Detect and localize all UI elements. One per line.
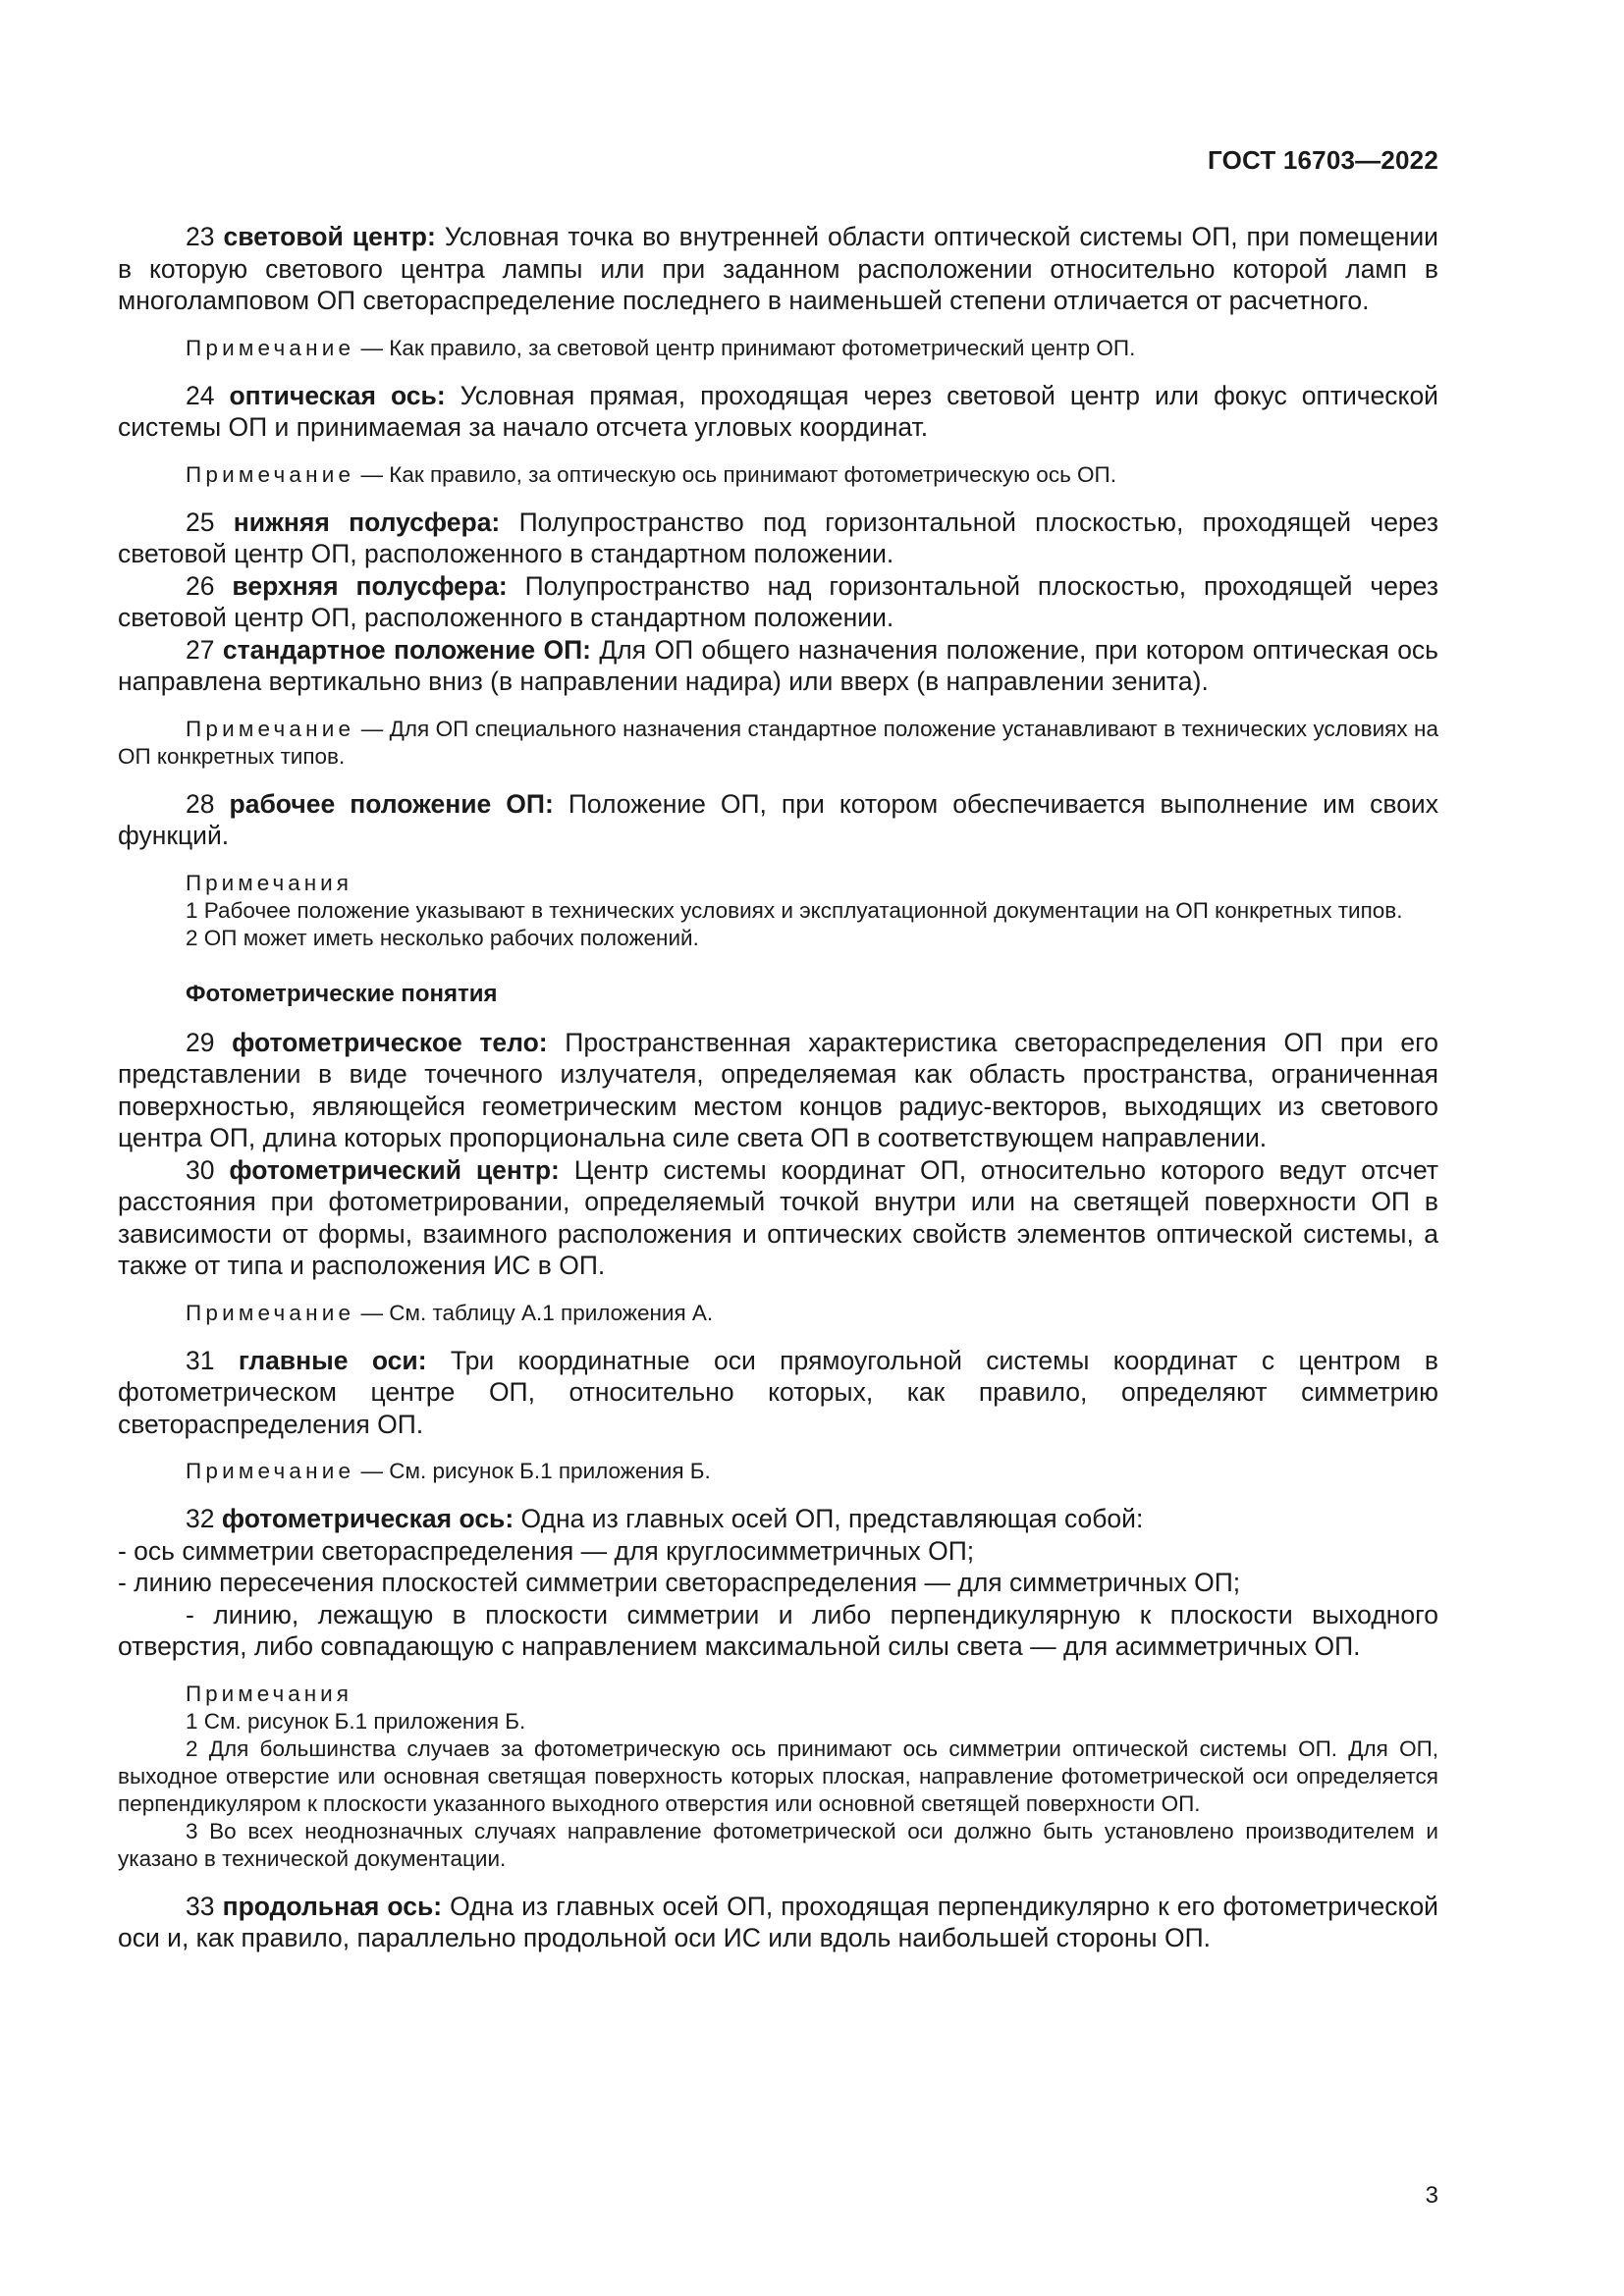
note-31 bbox=[118, 1458, 1438, 1485]
term-26 bbox=[118, 570, 1438, 634]
note-text: — См. рисунок Б.1 приложения Б. bbox=[360, 1459, 711, 1483]
note-32-item-1: 1 См. рисунок Б.1 приложения Б. bbox=[186, 1708, 526, 1734]
notes-32-label: Примечания bbox=[186, 1681, 352, 1706]
term-24 bbox=[118, 380, 1438, 444]
term-name: фотометрическое тело: bbox=[232, 1027, 548, 1057]
term-name: нижняя полусфера: bbox=[233, 507, 501, 537]
term-definition: Для ОП общего назначения положение, при котором оптическая ось направлена вертикально вниз (в направлении надира) или вверх (в направлении зенита). bbox=[118, 634, 1438, 696]
note-28-item-1: 1 Рабочее положение указывают в технических условиях и эксплуатационной документации на ОП конкретных типов. bbox=[186, 897, 1403, 923]
note-text: — Как правило, за световой центр принимают фотометрический центр ОП. bbox=[360, 335, 1136, 360]
term-name: главные оси: bbox=[238, 1345, 427, 1375]
term-name: продольная ось: bbox=[222, 1891, 443, 1921]
note-label: Примечание bbox=[186, 1300, 355, 1325]
term-definition: Условная прямая, проходящая через световой центр или фокус оптической системы ОП и принимаемая за начало отсчета угловых координат. bbox=[118, 380, 1438, 442]
term-27 bbox=[118, 634, 1438, 698]
term-definition: Условная точка во внутренней области оптической системы ОП, при помещении в которую светового центра лампы или при заданном расположении относительно которой ламп в многоламповом ОП светораспределение последнего в наименьшей степени отличается от расчетного. bbox=[118, 222, 1438, 315]
term-32 bbox=[118, 1503, 1438, 1535]
term-number: 28 bbox=[186, 788, 215, 819]
term-number: 33 bbox=[186, 1891, 215, 1921]
term-28 bbox=[118, 788, 1438, 852]
term-definition: Одна из главных осей ОП, проходящая перпендикулярно к его фотометрической оси и, как правило, параллельно продольной оси ИС или вдоль наибольшей стороны ОП. bbox=[118, 1891, 1438, 1952]
term-32-list-item-2: - линию пересечения плоскостей симметрии светораспределения — для симметричных ОП; bbox=[118, 1568, 1241, 1597]
term-definition: Пространственная характеристика светораспределения ОП при его представлении в виде точечного излучателя, определяемая как область пространства, ограниченная поверхностью, являющейся геометрическим местом концов радиус-векторов, выходящих из светового центра ОП, длина которых пропорциональна силе света ОП в соответствующем направлении. bbox=[118, 1027, 1438, 1152]
note-text: — Для ОП специального назначения стандартное положение устанавливают в технических условиях на ОП конкретных типов. bbox=[118, 716, 1438, 769]
term-23 bbox=[118, 221, 1438, 317]
page-number: 3 bbox=[1425, 2182, 1438, 2209]
term-number: 25 bbox=[186, 507, 215, 537]
note-label: Примечание bbox=[186, 461, 355, 487]
note-label: Примечание bbox=[186, 1459, 355, 1483]
term-number: 27 bbox=[186, 634, 215, 665]
document-code: ГОСТ 16703—2022 bbox=[1208, 145, 1438, 175]
notes-28-label: Примечания bbox=[186, 870, 352, 895]
term-25 bbox=[118, 507, 1438, 570]
term-number: 24 bbox=[186, 380, 215, 410]
term-definition: Полупространство под горизонтальной плоскостью, проходящей через световой центр ОП, расположенного в стандартном положении. bbox=[118, 507, 1438, 568]
term-number: 23 bbox=[186, 222, 215, 251]
term-number: 26 bbox=[186, 570, 215, 601]
note-28-item-2: 2 ОП может иметь несколько рабочих положений. bbox=[186, 925, 699, 950]
term-31 bbox=[118, 1345, 1438, 1441]
note-text: — См. таблицу А.1 приложения А. bbox=[360, 1300, 714, 1325]
term-number: 31 bbox=[186, 1345, 215, 1375]
term-name: стандартное положение ОП: bbox=[222, 634, 591, 665]
note-30 bbox=[118, 1300, 1438, 1327]
term-definition: Одна из главных осей ОП, представляющая собой: bbox=[520, 1504, 1144, 1533]
term-number: 32 bbox=[186, 1504, 215, 1533]
term-name: верхняя полусфера: bbox=[232, 570, 508, 601]
note-label: Примечание bbox=[186, 716, 355, 741]
term-definition: Положение ОП, при котором обеспечивается выполнение им своих функций. bbox=[118, 788, 1438, 850]
term-33 bbox=[118, 1891, 1438, 1954]
note-32-item-2: 2 Для большинства случаев за фотометрическую ось принимают ось симметрии оптической системы ОП. Для ОП, выходное отверстие или основная светящая поверхность которых плоская, направление фотометрической оси определяется перпендикуляром к плоскости указанного выходного отверстия или основной светящей поверхности ОП. bbox=[118, 1735, 1438, 1816]
note-32-item-3: 3 Во всех неоднозначных случаях направление фотометрической оси должно быть установлено производителем и указано в технической документации. bbox=[118, 1818, 1438, 1871]
term-name: рабочее положение ОП: bbox=[229, 788, 554, 819]
term-29 bbox=[118, 1027, 1438, 1154]
term-32-list-item-1: - ось симметрии светораспределения — для круглосимметричных ОП; bbox=[118, 1535, 975, 1566]
note-text: — Как правило, за оптическую ось принимают фотометрическую ось ОП. bbox=[360, 461, 1116, 487]
note-24 bbox=[118, 461, 1438, 489]
term-definition: Полупространство над горизонтальной плоскостью, проходящей через световой центр ОП, расположенного в стандартном положении. bbox=[118, 570, 1438, 632]
document-body bbox=[118, 221, 1438, 1954]
term-definition: Центр системы координат ОП, относительно которого ведут отсчет расстояния при фотометрировании, определяемый точкой внутри или на светящей поверхности ОП в зависимости от формы, взаимного расположения и оптических свойств элементов оптической системы, а также от типа и расположения ИС в ОП. bbox=[118, 1154, 1439, 1280]
term-number: 29 bbox=[186, 1027, 215, 1057]
section-heading: Фотометрические понятия bbox=[186, 980, 498, 1007]
note-27 bbox=[118, 716, 1438, 771]
term-name: фотометрический центр: bbox=[229, 1154, 560, 1185]
term-30 bbox=[118, 1154, 1438, 1282]
term-32-list-item-3: - линию, лежащую в плоскости симметрии и либо перпендикулярную к плоскости выходного отверстия, либо совпадающую с направлением максимальной силы света — для асимметричных ОП. bbox=[118, 1599, 1438, 1661]
term-number: 30 bbox=[186, 1154, 215, 1185]
note-23 bbox=[118, 335, 1438, 362]
term-name: оптическая ось: bbox=[229, 380, 446, 410]
term-name: фотометрическая ось: bbox=[221, 1504, 514, 1533]
note-label: Примечание bbox=[186, 335, 355, 360]
term-definition: Три координатные оси прямоугольной системы координат с центром в фотометрическом центре ОП, относительно которых, как правило, определяют симметрию светораспределения ОП. bbox=[118, 1345, 1438, 1439]
term-name: световой центр: bbox=[223, 222, 436, 251]
